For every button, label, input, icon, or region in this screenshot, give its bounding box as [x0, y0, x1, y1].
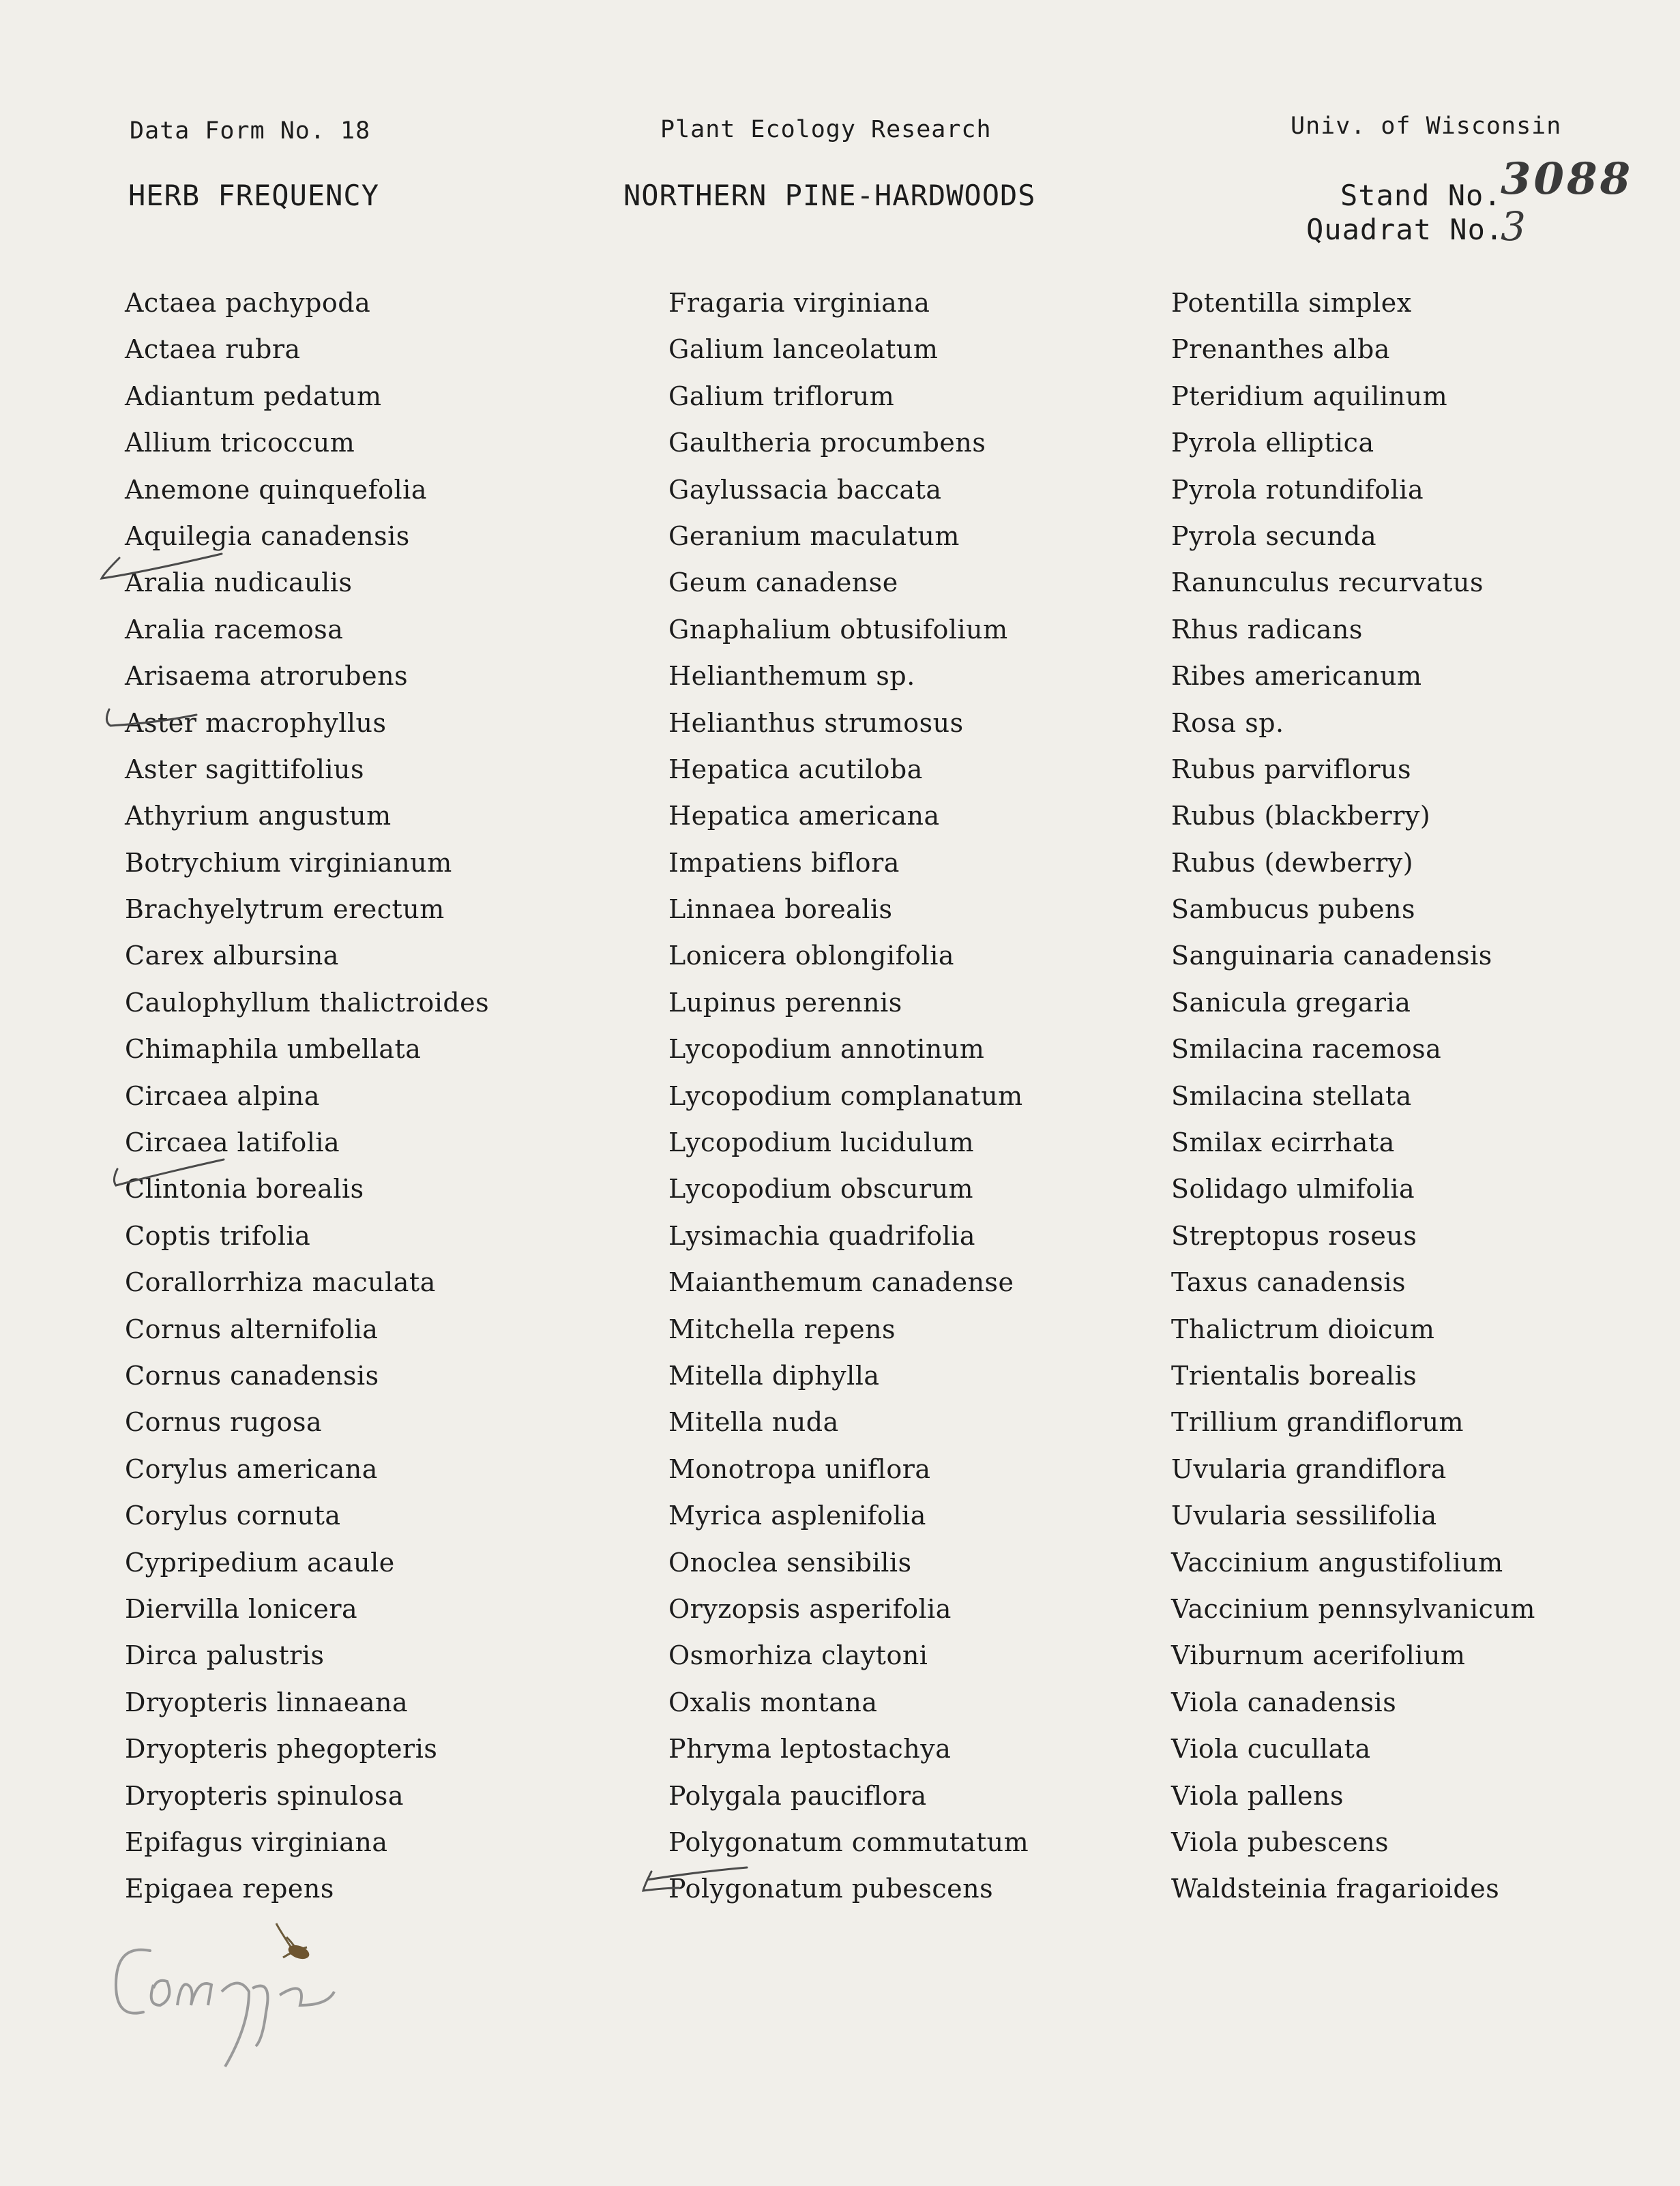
- species-item: Uvularia grandiflora: [1171, 1453, 1447, 1484]
- species-item: Corylus americana: [125, 1453, 378, 1484]
- species-item: Oxalis montana: [668, 1687, 878, 1717]
- stand-number-value: 3088: [1501, 153, 1634, 205]
- species-item: Botrychium virginianum: [125, 847, 452, 878]
- species-item: Hepatica acutiloba: [668, 754, 923, 784]
- quadrat-number-label: Quadrat No.: [1306, 213, 1504, 246]
- species-item: Monotropa uniflora: [668, 1453, 931, 1484]
- species-item: Myrica asplenifolia: [668, 1501, 926, 1531]
- species-item: Mitchella repens: [668, 1314, 896, 1344]
- species-item: Pyrola secunda: [1171, 520, 1377, 551]
- species-item: Cornus rugosa: [125, 1407, 323, 1438]
- species-item: Mitella diphylla: [668, 1360, 880, 1391]
- species-item: Lycopodium complanatum: [668, 1080, 1023, 1111]
- species-item: Actaea rubra: [125, 334, 301, 365]
- species-item: Thalictrum dioicum: [1171, 1314, 1435, 1344]
- organization-name: Plant Ecology Research: [660, 116, 992, 143]
- species-column-1: [125, 280, 489, 1912]
- species-column-2: [668, 280, 1029, 1912]
- species-item: Gnaphalium obtusifolium: [668, 614, 1008, 645]
- species-item: Carex albursina: [125, 941, 339, 971]
- species-item: Polygala pauciflora: [668, 1780, 927, 1811]
- species-item: Cornus canadensis: [125, 1360, 379, 1391]
- species-item: Dryopteris linnaeana: [125, 1687, 409, 1717]
- species-item: Geum canadense: [668, 567, 898, 598]
- species-item: Rosa sp.: [1171, 707, 1284, 738]
- species-item: Trientalis borealis: [1171, 1360, 1417, 1391]
- species-item: Taxus canadensis: [1171, 1267, 1406, 1298]
- handwritten-note: [102, 1910, 355, 2073]
- species-item: Pteridium aquilinum: [1171, 381, 1448, 411]
- species-item: Diervilla lonicera: [125, 1593, 358, 1624]
- species-item: Viola canadensis: [1171, 1687, 1397, 1717]
- species-item: Cornus alternifolia: [125, 1314, 379, 1344]
- species-item: Sanicula gregaria: [1171, 987, 1411, 1018]
- species-item: Dryopteris spinulosa: [125, 1780, 404, 1811]
- species-item: Athyrium angustum: [125, 801, 392, 831]
- species-item: Chimaphila umbellata: [125, 1034, 422, 1065]
- species-item: Gaultheria procumbens: [668, 428, 986, 458]
- species-item: Rubus parviflorus: [1171, 754, 1411, 784]
- form-number: Data Form No. 18: [130, 117, 371, 145]
- species-item: Circaea latifolia: [125, 1127, 340, 1158]
- species-item: Aquilegia canadensis: [125, 520, 410, 551]
- species-item: Viburnum acerifolium: [1171, 1640, 1466, 1671]
- species-item: Maianthemum canadense: [668, 1267, 1014, 1298]
- species-item: Lycopodium annotinum: [668, 1034, 985, 1065]
- community-title: NORTHERN PINE-HARDWOODS: [623, 179, 1036, 212]
- species-item: Pyrola elliptica: [1171, 428, 1374, 458]
- species-item: Brachyelytrum erectum: [125, 894, 445, 925]
- species-item: Osmorhiza claytoni: [668, 1640, 928, 1671]
- species-item: Vaccinium angustifolium: [1171, 1547, 1503, 1578]
- species-item: Rubus (blackberry): [1171, 801, 1431, 831]
- species-item: Lycopodium lucidulum: [668, 1127, 974, 1158]
- species-item: Polygonatum commutatum: [668, 1827, 1029, 1857]
- species-item: Aralia racemosa: [125, 614, 344, 645]
- species-item: Clintonia borealis: [125, 1174, 364, 1205]
- species-item: Polygonatum pubescens: [668, 1874, 994, 1904]
- species-item: Cypripedium acaule: [125, 1547, 395, 1578]
- species-item: Arisaema atrorubens: [125, 661, 409, 692]
- species-item: Lonicera oblongifolia: [668, 941, 954, 971]
- species-column-3: [1171, 280, 1535, 1912]
- university-name: Univ. of Wisconsin: [1291, 113, 1562, 140]
- species-item: Anemone quinquefolia: [125, 474, 427, 505]
- species-item: Ranunculus recurvatus: [1171, 567, 1484, 598]
- species-item: Impatiens biflora: [668, 847, 900, 878]
- species-item: Uvularia sessilifolia: [1171, 1501, 1437, 1531]
- species-item: Lupinus perennis: [668, 987, 902, 1018]
- species-item: Vaccinium pennsylvanicum: [1171, 1593, 1535, 1624]
- species-item: Caulophyllum thalictroides: [125, 987, 490, 1018]
- species-item: Trillium grandiflorum: [1171, 1407, 1464, 1438]
- species-item: Epigaea repens: [125, 1874, 334, 1904]
- species-item: Potentilla simplex: [1171, 288, 1412, 318]
- species-item: Smilacina stellata: [1171, 1080, 1412, 1111]
- species-item: Circaea alpina: [125, 1080, 320, 1111]
- species-item: Rhus radicans: [1171, 614, 1363, 645]
- species-item: Viola cucullata: [1171, 1734, 1371, 1764]
- species-item: Onoclea sensibilis: [668, 1547, 912, 1578]
- species-item: Phryma leptostachya: [668, 1734, 952, 1764]
- species-item: Dirca palustris: [125, 1640, 325, 1671]
- species-item: Streptopus roseus: [1171, 1220, 1417, 1251]
- species-item: Oryzopsis asperifolia: [668, 1593, 952, 1624]
- species-item: Smilacina racemosa: [1171, 1034, 1442, 1065]
- species-item: Helianthus strumosus: [668, 707, 964, 738]
- species-item: Dryopteris phegopteris: [125, 1734, 438, 1764]
- species-item: Sanguinaria canadensis: [1171, 941, 1492, 971]
- species-item: Linnaea borealis: [668, 894, 893, 925]
- stand-number-label: Stand No.: [1340, 179, 1502, 212]
- species-item: Viola pallens: [1171, 1780, 1344, 1811]
- species-item: Coptis trifolia: [125, 1220, 311, 1251]
- species-item: Waldsteinia fragarioides: [1171, 1874, 1500, 1904]
- species-item: Smilax ecirrhata: [1171, 1127, 1395, 1158]
- species-item: Geranium maculatum: [668, 520, 960, 551]
- species-item: Ribes americanum: [1171, 661, 1422, 692]
- species-item: Galium lanceolatum: [668, 334, 939, 365]
- species-item: Rubus (dewberry): [1171, 847, 1414, 878]
- species-item: Epifagus virginiana: [125, 1827, 388, 1857]
- species-item: Mitella nuda: [668, 1407, 839, 1438]
- species-item: Aster macrophyllus: [125, 707, 387, 738]
- species-item: Aralia nudicaulis: [125, 567, 353, 598]
- species-item: Corallorrhiza maculata: [125, 1267, 436, 1298]
- species-item: Sambucus pubens: [1171, 894, 1415, 925]
- species-item: Aster sagittifolius: [125, 754, 364, 784]
- species-item: Actaea pachypoda: [125, 288, 371, 318]
- species-item: Adiantum pedatum: [125, 381, 382, 411]
- species-item: Hepatica americana: [668, 801, 940, 831]
- species-item: Prenanthes alba: [1171, 334, 1390, 365]
- quadrat-number-value: 3: [1501, 203, 1526, 250]
- species-item: Solidago ulmifolia: [1171, 1174, 1415, 1205]
- species-item: Allium tricoccum: [125, 428, 355, 458]
- species-item: Lysimachia quadrifolia: [668, 1220, 976, 1251]
- species-item: Helianthemum sp.: [668, 661, 915, 692]
- species-item: Pyrola rotundifolia: [1171, 474, 1424, 505]
- species-item: Galium triflorum: [668, 381, 895, 411]
- species-item: Gaylussacia baccata: [668, 474, 942, 505]
- species-item: Viola pubescens: [1171, 1827, 1389, 1857]
- species-item: Fragaria virginiana: [668, 288, 930, 318]
- species-item: Lycopodium obscurum: [668, 1174, 974, 1205]
- species-item: Corylus cornuta: [125, 1501, 341, 1531]
- form-title: HERB FREQUENCY: [128, 179, 380, 212]
